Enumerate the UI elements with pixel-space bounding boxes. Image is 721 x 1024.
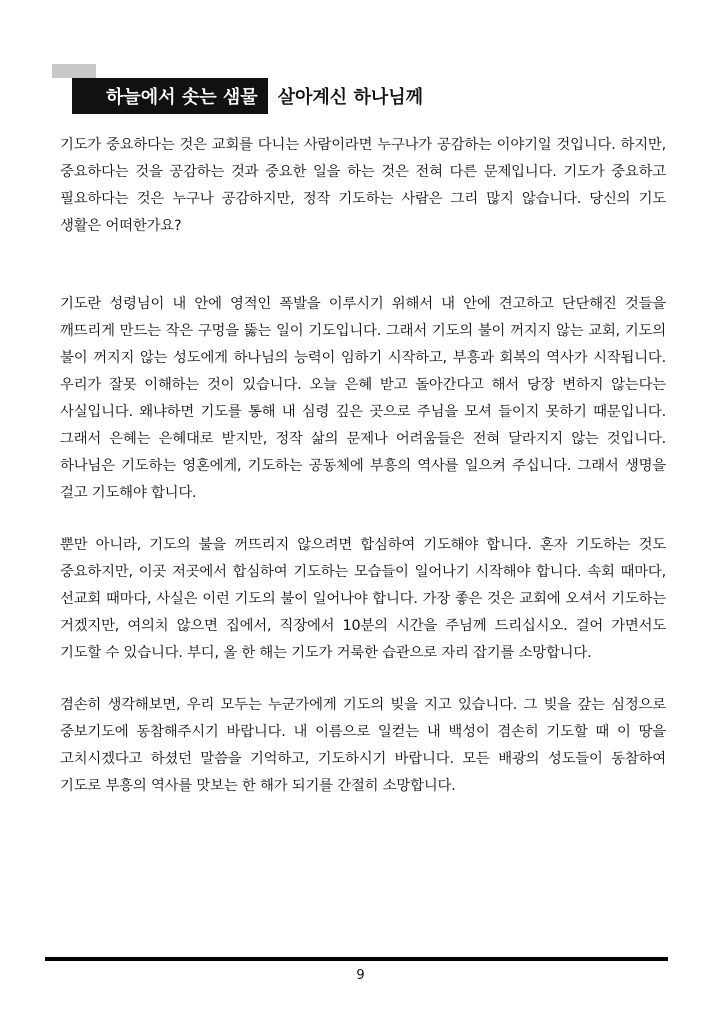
article-title: 살아계신 하나님께 (277, 87, 424, 108)
article-body (60, 132, 666, 800)
section-header (72, 78, 433, 114)
footer-divider (45, 957, 668, 961)
header-tab-decoration (52, 64, 96, 78)
paragraph-1: 기도가 중요하다는 것은 교회를 다니는 사람이라면 누구나가 공감하는 이야기일 것입니다. 하지만, 중요하다는 것을 공감하는 것과 중요한 일을 하는 것은 전혀 다른 문제입니다. 기도가 중요하고 필요하다는 것은 누구나 공감하지만, 정작 기도하는 사람은 그리 많지 않습니다. 당신의 기도 생활은 어떠한가요? (60, 137, 666, 234)
paragraph-3: 뿐만 아니라, 기도의 불을 꺼뜨리지 않으려면 합심하여 기도해야 합니다. 혼자 기도하는 것도 중요하지만, 이곳 저곳에서 합심하여 기도하는 모습들이 일어나기 시작해야 합니다. 속회 때마다, 선교회 때마다, 사실은 이런 기도의 불이 일어나야 합니다. 가장 좋은 것은 교회에 오셔서 기도하는 거겠지만, 여의치 않으면 집에서, 직장에서 10분의 시간을 주님께 드리십시오. 걸어 가면서도 기도할 수 있습니다. 부디, 올 한 해는 기도가 거룩한 습관으로 자리 잡기를 소망합니다. (60, 537, 666, 661)
page-number: 9 (356, 968, 365, 983)
column-label: 하늘에서 솟는 샘물 (72, 78, 268, 114)
paragraph-2: 기도란 성령님이 내 안에 영적인 폭발을 이루시기 위해서 내 안에 견고하고 단단해진 것들을 깨뜨리게 만드는 작은 구멍을 뚫는 일이 기도입니다. 그래서 기도의 불이 꺼지지 않는 교회, 기도의 불이 꺼지지 않는 성도에게 하나님의 능력이 임하기 시작하고, 부흥과 회복의 역사가 시작됩니다. 우리가 잘못 이해하는 것이 있습니다. 오늘 은혜 받고 돌아간다고 해서 당장 변하지 않는다는 사실입니다. 왜냐하면 기도를 통해 내 심령 깊은 곳으로 주님을 모셔 들이지 못하기 때문입니다. 그래서 은혜는 은혜대로 받지만, 정작 삶의 문제나 어려움들은 전혀 달라지지 않는 것입니다. 하나님은 기도하는 영혼에게, 기도하는 공동체에 부흥의 역사를 일으켜 주십니다. 그래서 생명을 걸고 기도해야 합니다. (60, 296, 666, 501)
paragraph-4: 겸손히 생각해보면, 우리 모두는 누군가에게 기도의 빚을 지고 있습니다. 그 빚을 갚는 심정으로 중보기도에 동참해주시기 바랍니다. 내 이름으로 일컫는 내 백성이 겸손히 기도할 때 이 땅을 고치시겠다고 하셨던 말씀을 기억하고, 기도하시기 바랍니다. 모든 배광의 성도들이 동참하여 기도로 부흥의 역사를 맛보는 한 해가 되기를 간절히 소망합니다. (60, 697, 666, 794)
